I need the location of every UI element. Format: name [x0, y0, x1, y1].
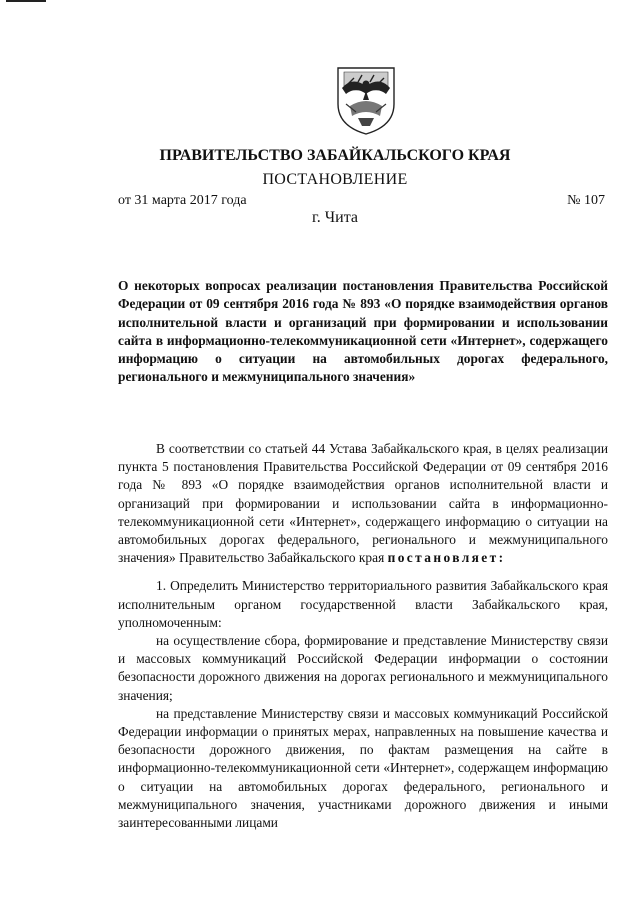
document-subject: О некоторых вопросах реализации постановления Правительства Российской Федерации от 09 сентября 2016 года № 893 «О порядке взаимодействия органов исполнительной власти и организаций при формировании и использовании сайта в информационно-телекоммуникационной сети «Интернет», содержащего информацию о ситуации на автомобильных дорогах федерального, регионального и межмуниципального значения» — [118, 278, 608, 385]
resolves-word: постановляет: — [387, 550, 506, 566]
clause-1-item-b: на представление Министерству связи и массовых коммуникаций Российской Федерации информации о принятых мерах, направленных на повышение качества и безопасности дорожного движения, по фактам размещения на сайте в информационно-телекоммуникационной сети «Интернет», содержащем информацию о ситуации на автомобильных дорогах федерального, регионального и межмуниципального значения, участниками дорожного движения и иными заинтересованными лицами — [118, 705, 608, 831]
document-date: от 31 марта 2017 года — [118, 193, 247, 208]
preamble-text: В соответствии со статьей 44 Устава Забайкальского края, в целях реализации пункта 5 постановления Правительства Российской Федерации от 09 сентября 2016 года № 893 «О порядке взаимодействия органов исполнительной власти и организаций при формировании и использовании сайта в информационно-телекоммуникационной сети «Интернет», содержащего информацию о ситуации на автомобильных дорогах федерального, регионального и межмуниципального значения» Правительство Забайкальского края — [118, 441, 608, 566]
coat-of-arms-icon — [334, 60, 398, 136]
clause-1: 1. Определить Министерство территориального развития Забайкальского края исполнительным органом государственной власти Забайкальского края, уполномоченным: — [118, 578, 608, 630]
document-city: г. Чита — [311, 209, 358, 226]
preamble-paragraph — [118, 440, 608, 567]
scan-edge-mark — [6, 0, 46, 2]
clause-1-item-a: на осуществление сбора, формирование и представление Министерству связи и массовых коммуникаций Российской Федерации информации о состоянии безопасности дорожного движения на дорогах регионального и межмуниципального значения; — [118, 633, 608, 703]
document-body — [118, 440, 608, 832]
document-type: ПОСТАНОВЛЕНИЕ — [262, 171, 408, 188]
government-title: ПРАВИТЕЛЬСТВО ЗАБАЙКАЛЬСКОГО КРАЯ — [159, 147, 511, 164]
document-number: № 107 — [567, 193, 605, 208]
